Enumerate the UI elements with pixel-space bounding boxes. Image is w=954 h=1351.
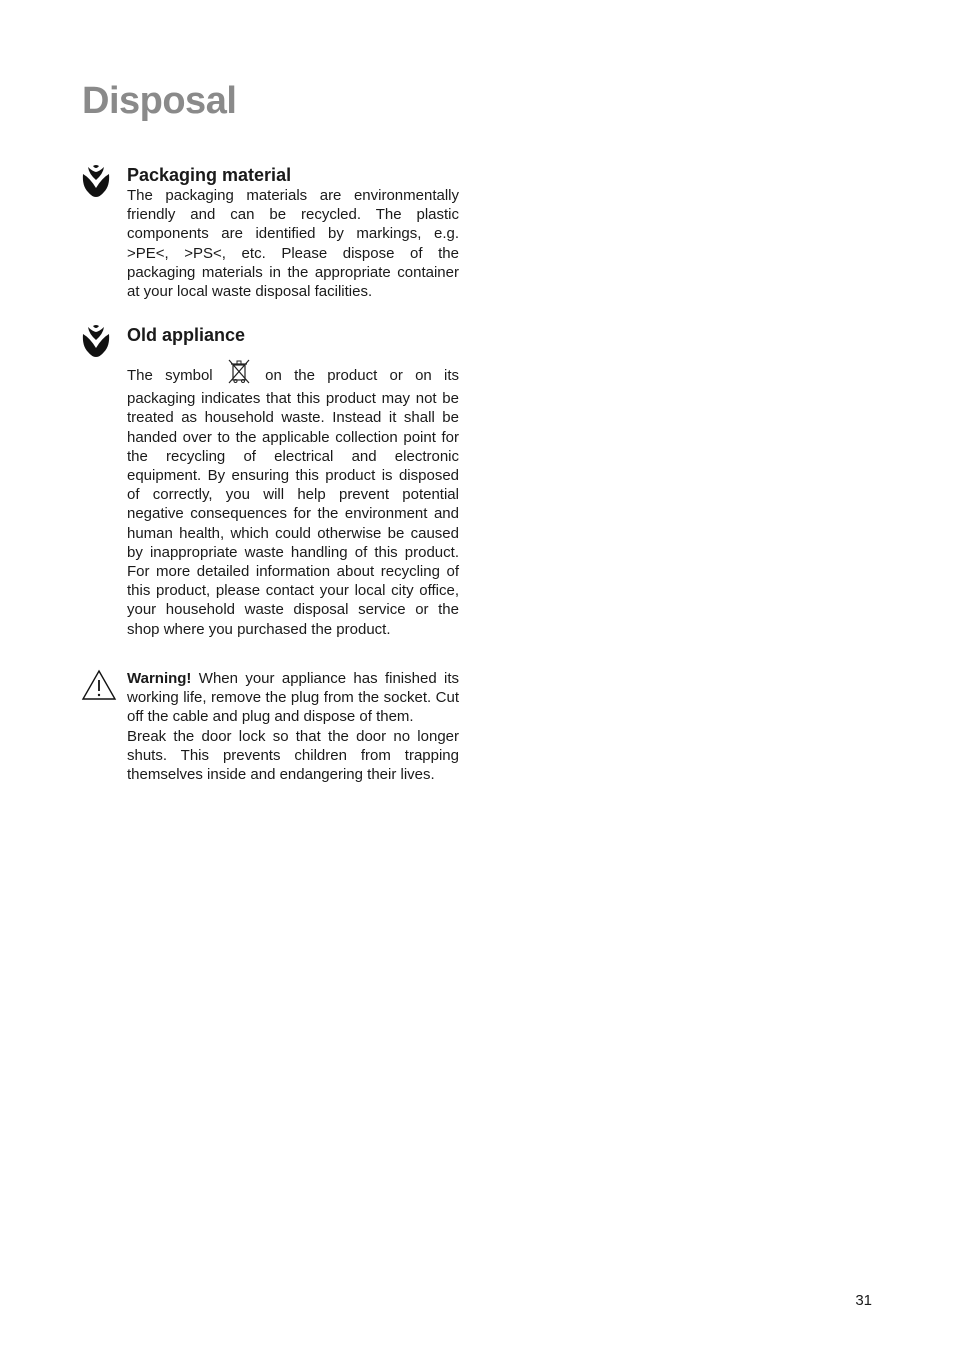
crossed-bin-icon xyxy=(227,358,251,389)
warning-body-2: Break the door lock so that the door no longer shuts. This prevents children from trapping themselves inside and endangering their lives. xyxy=(127,727,459,784)
recycle-flower-icon xyxy=(80,324,112,363)
section-body: The packaging materials are environmentally friendly and can be recycled. The plastic components are identified by markings, e.g. >PE<, >PS<, etc. Please dispose of the packaging materials in the appropriate container at your local waste disposal facilities. xyxy=(127,187,459,301)
section-heading: Packaging material xyxy=(127,165,292,185)
section-body xyxy=(127,358,459,639)
warning-label: Warning! xyxy=(127,670,192,687)
warning-text xyxy=(127,669,459,727)
section-heading: Old appliance xyxy=(127,325,246,345)
warning-body: When your appliance has finished its working life, remove the plug from the socket. Cut off the cable and plug and dispose of them. xyxy=(127,670,460,726)
page-title: Disposal xyxy=(82,80,237,122)
warning-triangle-icon xyxy=(81,669,117,706)
page-number: 31 xyxy=(855,1292,872,1309)
body-text-end: on the product or on its packaging indicates that this product may not be treated as household waste. Instead it shall be handed over to the applicable collection point for the recycling of electrical and electronic equipment. By ensuring this product is disposed of correctly, you will help prevent potential negative consequences for the environment and human health, which could otherwise be caused by inappropriate waste handling of this product. For more detailed information about recycling of this product, please contact your local city office, your household waste disposal service or the shop where you purchased the product. xyxy=(127,367,460,638)
recycle-flower-icon xyxy=(80,164,112,203)
body-text-start: The symbol xyxy=(127,367,213,384)
